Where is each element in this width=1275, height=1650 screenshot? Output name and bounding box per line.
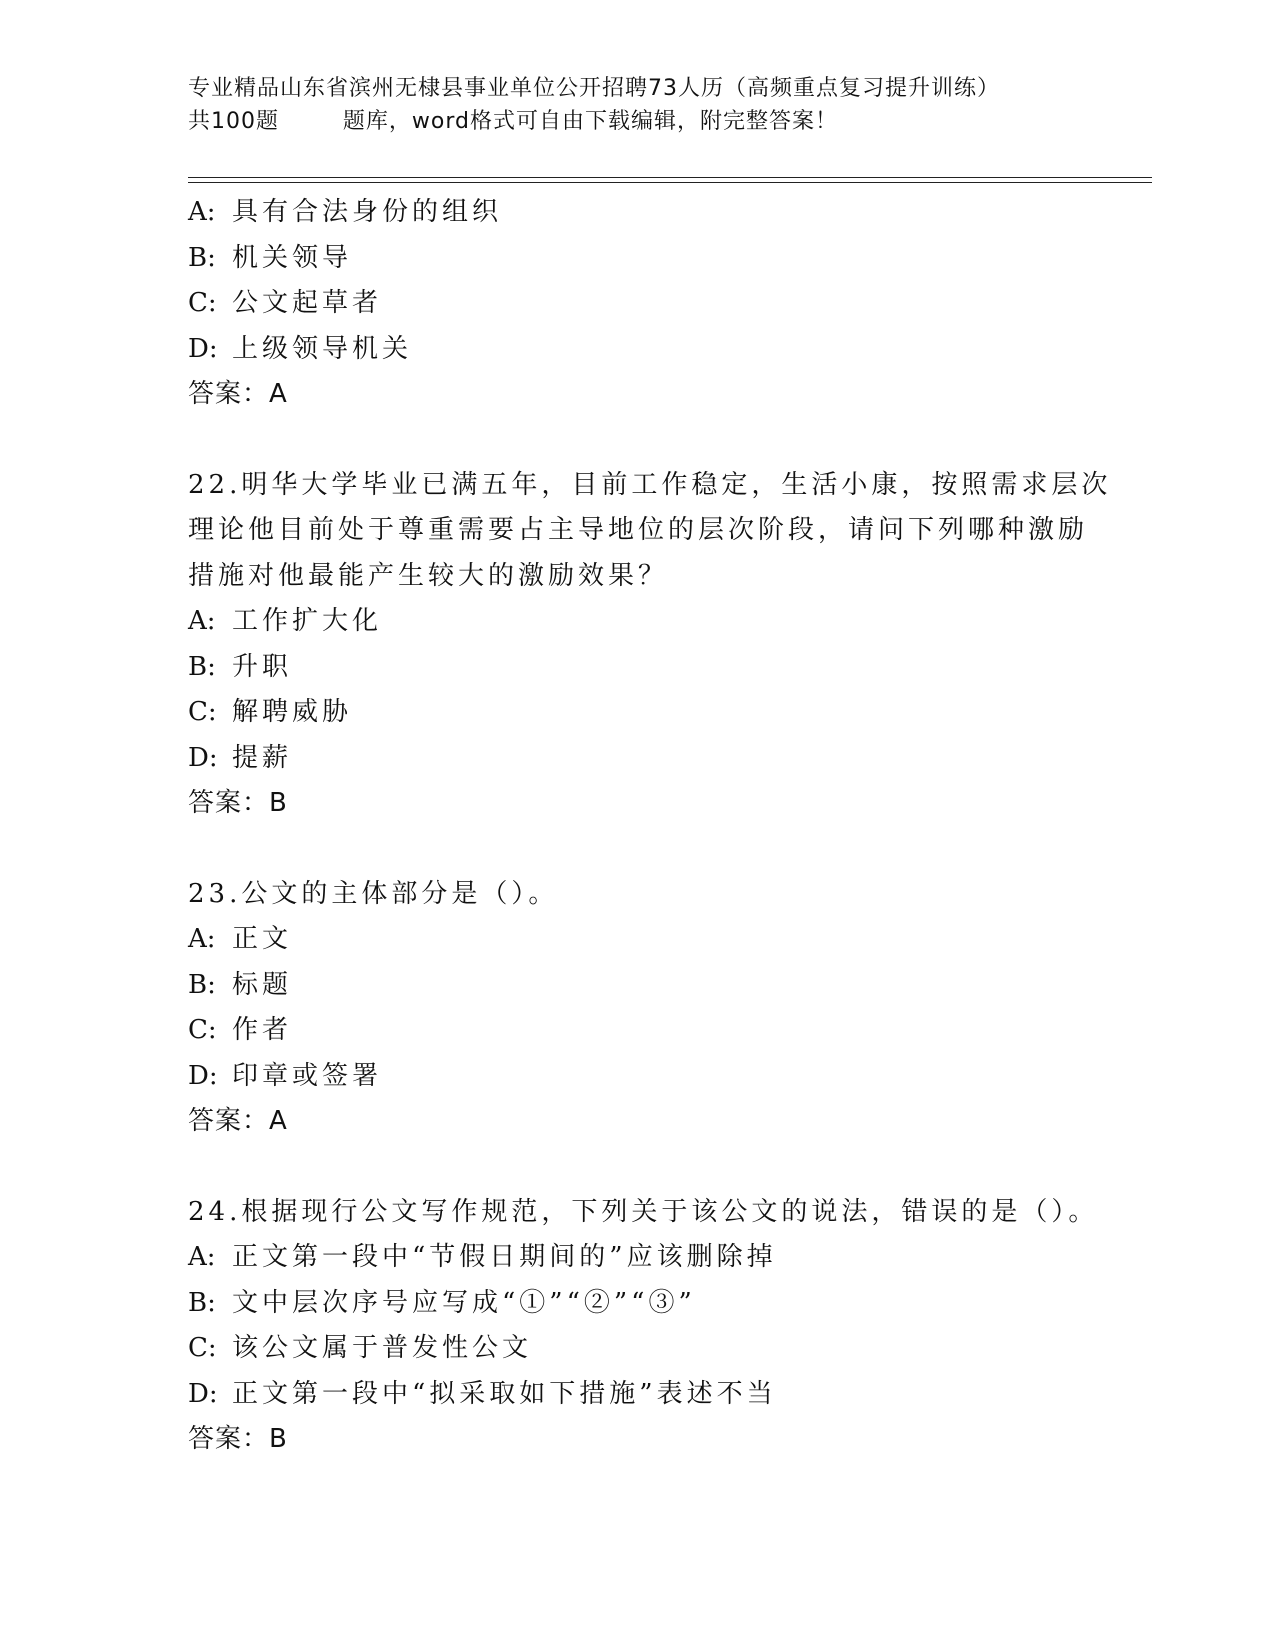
option-d (188, 736, 1138, 782)
option-letter: C: (188, 288, 217, 318)
option-letter: A: (188, 197, 216, 227)
option-a (188, 917, 1138, 963)
option-letter: A: (188, 924, 216, 954)
option-c (188, 281, 1138, 327)
answer-line: 答案：B (188, 1424, 288, 1454)
question-21 (188, 190, 1138, 418)
question-24 (188, 1190, 1138, 1463)
option-text: 印章或签署 (232, 1060, 383, 1091)
option-letter: C: (188, 697, 217, 727)
option-a (188, 599, 1138, 645)
option-text: 上级领导机关 (232, 333, 413, 364)
header-divider-bottom (188, 182, 1152, 183)
question-list (188, 190, 1138, 1463)
option-letter: B: (188, 1287, 216, 1318)
question-text-line: 措施对他最能产生较大的激励效果？ (188, 560, 669, 591)
option-letter: D: (188, 333, 218, 364)
option-text: 工作扩大化 (232, 606, 383, 636)
spacer (188, 418, 1138, 463)
option-text: 正文 (232, 924, 293, 954)
option-c (188, 1326, 1138, 1372)
page-header (188, 72, 1088, 138)
option-text: 标题 (232, 969, 293, 1000)
header-title-line1: 专业精品山东省滨州无棣县事业单位公开招聘73人历（高频重点复习提升训练） (188, 76, 1000, 101)
option-text: 文中层次序号应写成“①”“②”“③” (232, 1287, 696, 1318)
option-text: 具有合法身份的组织 (232, 197, 503, 227)
option-a (188, 1235, 1138, 1281)
option-letter: D: (188, 742, 218, 773)
question-23 (188, 872, 1138, 1145)
option-letter: D: (188, 1378, 218, 1409)
question-text-line: 理论他目前处于尊重需要占主导地位的层次阶段，请问下列哪种激励 (188, 515, 1089, 545)
option-letter: B: (188, 242, 216, 273)
question-text-line: 23.公文的主体部分是（）。 (188, 878, 559, 909)
option-letter: B: (188, 969, 216, 1000)
option-b (188, 963, 1138, 1009)
option-letter: A: (188, 606, 216, 636)
option-text: 提薪 (232, 742, 293, 773)
option-letter: C: (188, 1015, 217, 1045)
option-d (188, 327, 1138, 373)
spacer (188, 827, 1138, 872)
header-divider-top (188, 177, 1152, 178)
question-text-line: 22.明华大学毕业已满五年，目前工作稳定，生活小康，按照需求层次 (188, 469, 1112, 500)
option-text: 升职 (232, 651, 293, 682)
spacer (188, 1145, 1138, 1190)
option-d (188, 1054, 1138, 1100)
option-b (188, 1281, 1138, 1327)
option-b (188, 236, 1138, 282)
question-text-line: 24.根据现行公文写作规范，下列关于该公文的说法，错误的是（）。 (188, 1196, 1099, 1227)
option-text: 公文起草者 (232, 288, 383, 318)
option-text: 正文第一段中“节假日期间的”应该删除掉 (232, 1242, 777, 1272)
option-c (188, 690, 1138, 736)
option-text: 正文第一段中“拟采取如下措施”表述不当 (232, 1378, 777, 1409)
option-a (188, 190, 1138, 236)
answer-line: 答案：A (188, 1106, 288, 1136)
option-text: 作者 (232, 1015, 293, 1045)
option-text: 解聘威胁 (232, 697, 353, 727)
answer-line: 答案：A (188, 379, 288, 409)
question-22 (188, 463, 1138, 827)
answer-line: 答案：B (188, 788, 288, 818)
option-letter: A: (188, 1242, 216, 1272)
option-text: 机关领导 (232, 242, 353, 273)
option-text: 该公文属于普发性公文 (232, 1333, 533, 1363)
option-c (188, 1008, 1138, 1054)
option-b (188, 645, 1138, 691)
option-letter: C: (188, 1333, 217, 1363)
option-letter: B: (188, 651, 216, 682)
header-title-line2: 共100题 题库，word格式可自由下载编辑，附完整答案！ (188, 109, 839, 134)
option-d (188, 1372, 1138, 1418)
option-letter: D: (188, 1060, 218, 1091)
